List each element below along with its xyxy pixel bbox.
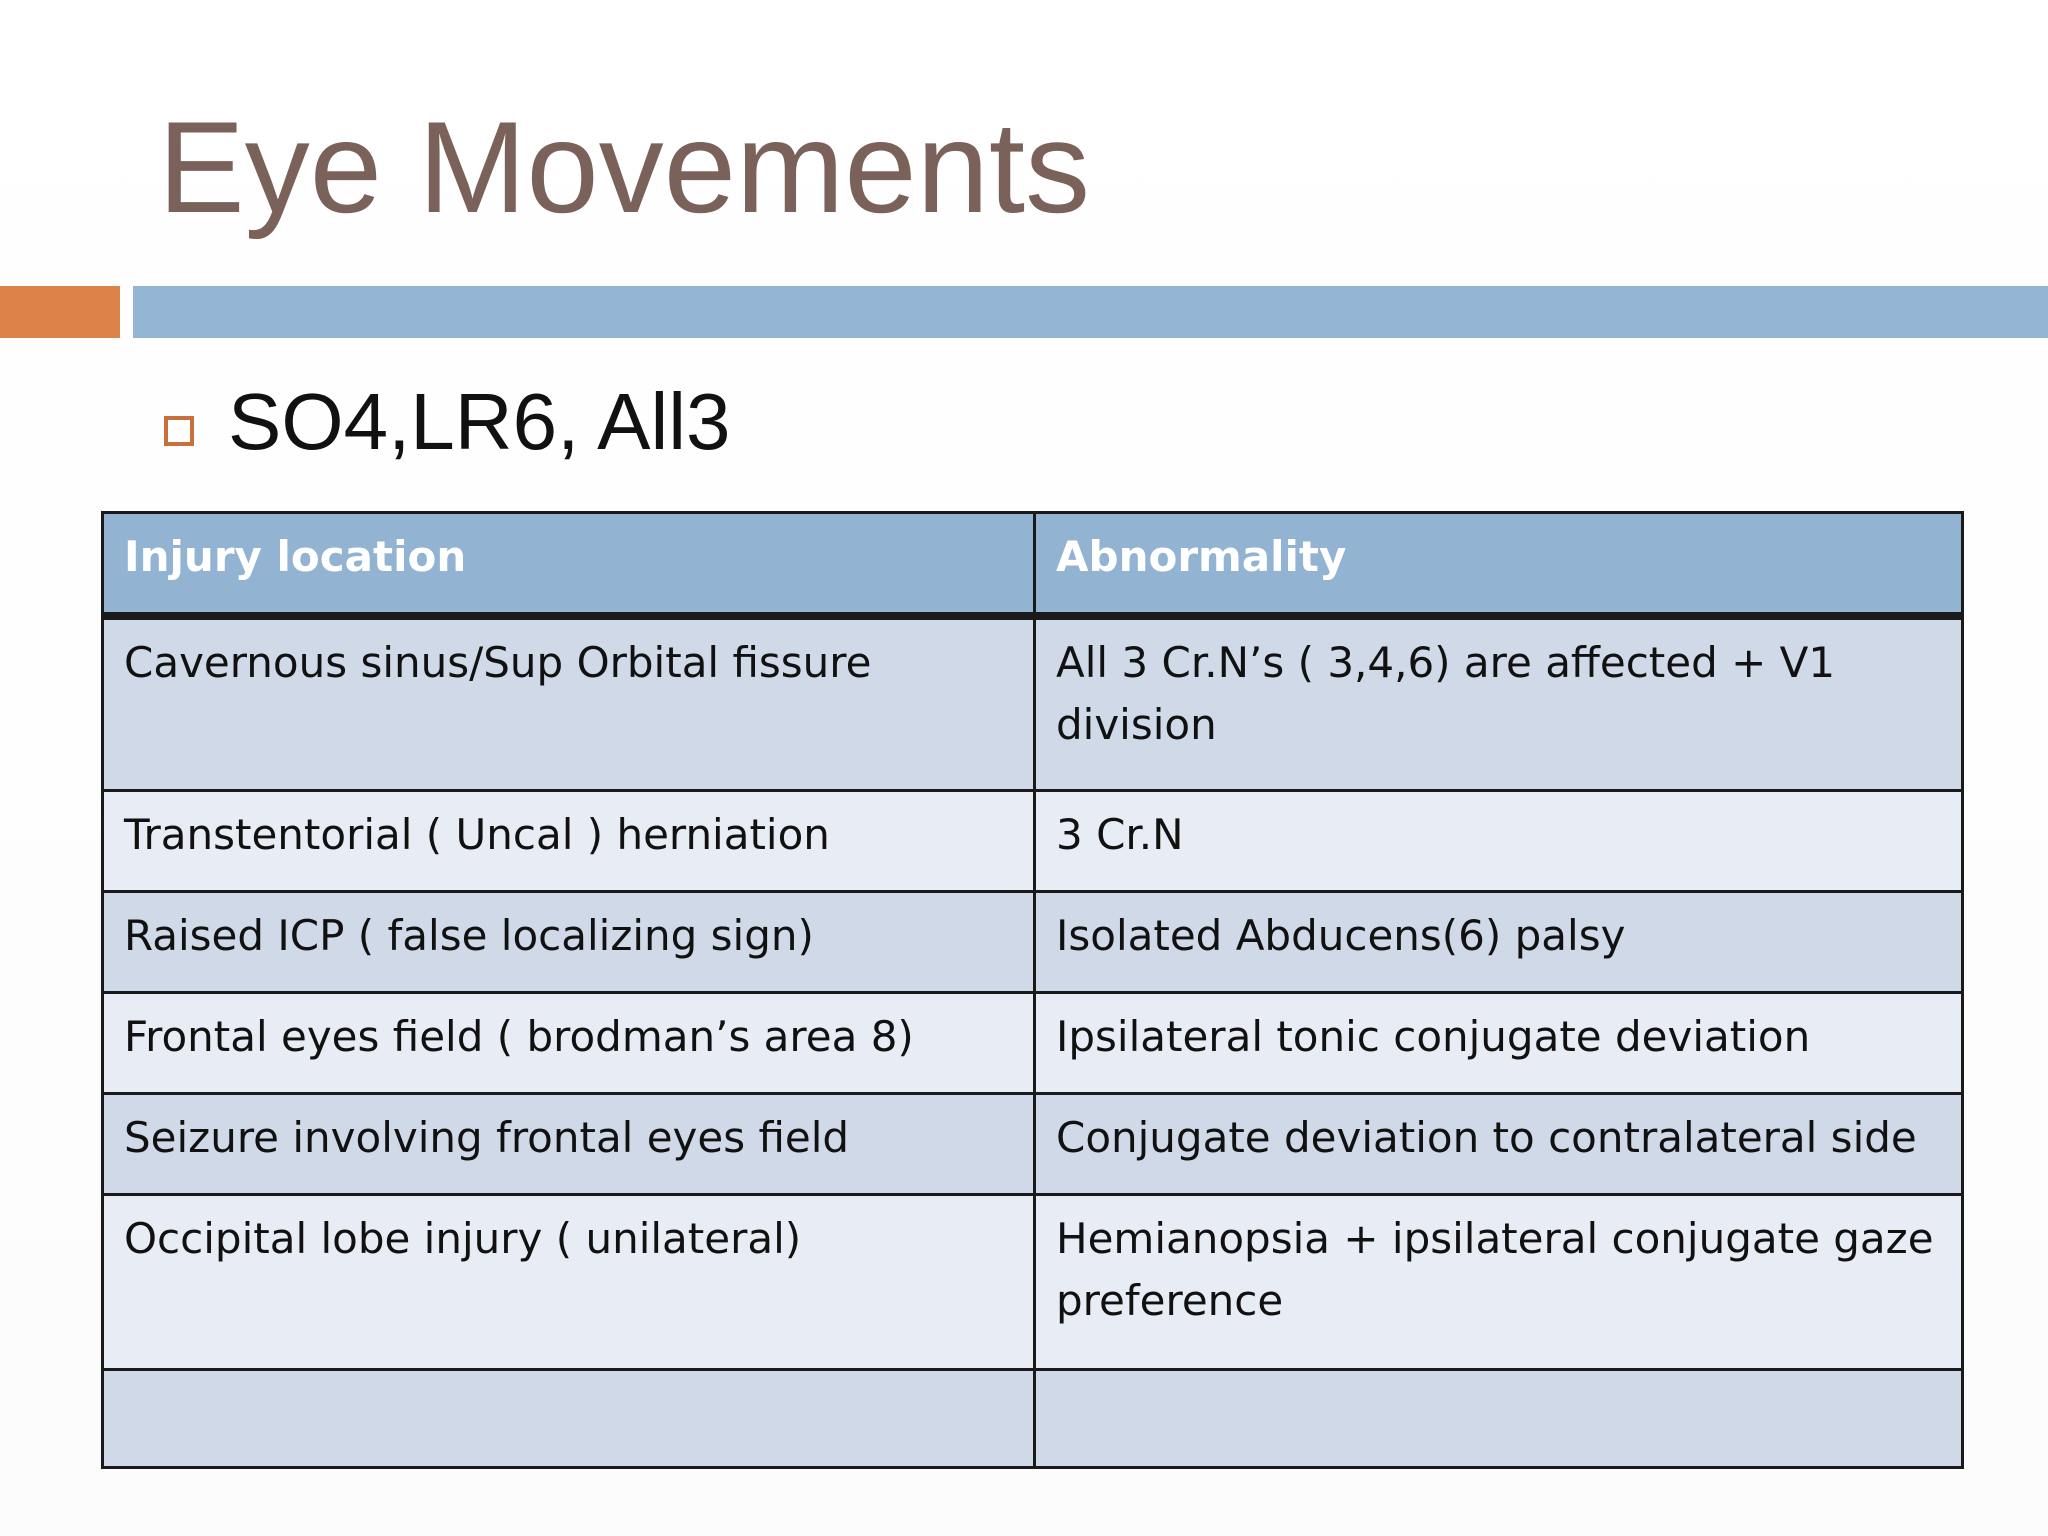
header-abnormality: Abnormality: [1036, 514, 1961, 612]
table-cell-abnormality: Conjugate deviation to contralateral side: [1036, 1095, 1961, 1193]
table-cell-abnormality: Hemianopsia + ipsilateral conjugate gaze preference: [1036, 1196, 1961, 1368]
title-accent-orange: [0, 286, 120, 338]
slide-title: Eye Movements: [158, 94, 1091, 240]
table-cell-location: Raised ICP ( false localizing sign): [104, 893, 1033, 991]
table-cell-abnormality: Isolated Abducens(6) palsy: [1036, 893, 1961, 991]
table-cell-location: Seizure involving frontal eyes field: [104, 1095, 1033, 1193]
table-cell-abnormality: 3 Cr.N: [1036, 792, 1961, 890]
table-cell-abnormality: All 3 Cr.N’s ( 3,4,6) are affected + V1 division: [1036, 620, 1961, 789]
header-injury-location: Injury location: [104, 514, 1033, 612]
injury-table: [101, 511, 1964, 1469]
title-accent-blue: [133, 286, 2048, 338]
table-cell-abnormality: [1036, 1371, 1961, 1466]
row-divider: [104, 1193, 1961, 1196]
table-cell-location: Transtentorial ( Uncal ) herniation: [104, 792, 1033, 890]
table-cell-location: Occipital lobe injury ( unilateral): [104, 1196, 1033, 1368]
column-divider: [1033, 514, 1036, 1466]
row-divider: [104, 1368, 1961, 1371]
row-divider: [104, 789, 1961, 792]
table-cell-location: Cavernous sinus/Sup Orbital fissure: [104, 620, 1033, 789]
row-divider: [104, 991, 1961, 994]
table-cell-location: [104, 1371, 1033, 1466]
header-divider: [104, 612, 1961, 620]
row-divider: [104, 1092, 1961, 1095]
bullet-square-icon: [164, 416, 194, 446]
row-divider: [104, 890, 1961, 893]
table-cell-location: Frontal eyes field ( brodman’s area 8): [104, 994, 1033, 1092]
table-cell-abnormality: Ipsilateral tonic conjugate deviation: [1036, 994, 1961, 1092]
bullet-text: SO4,LR6, All3: [228, 377, 731, 466]
